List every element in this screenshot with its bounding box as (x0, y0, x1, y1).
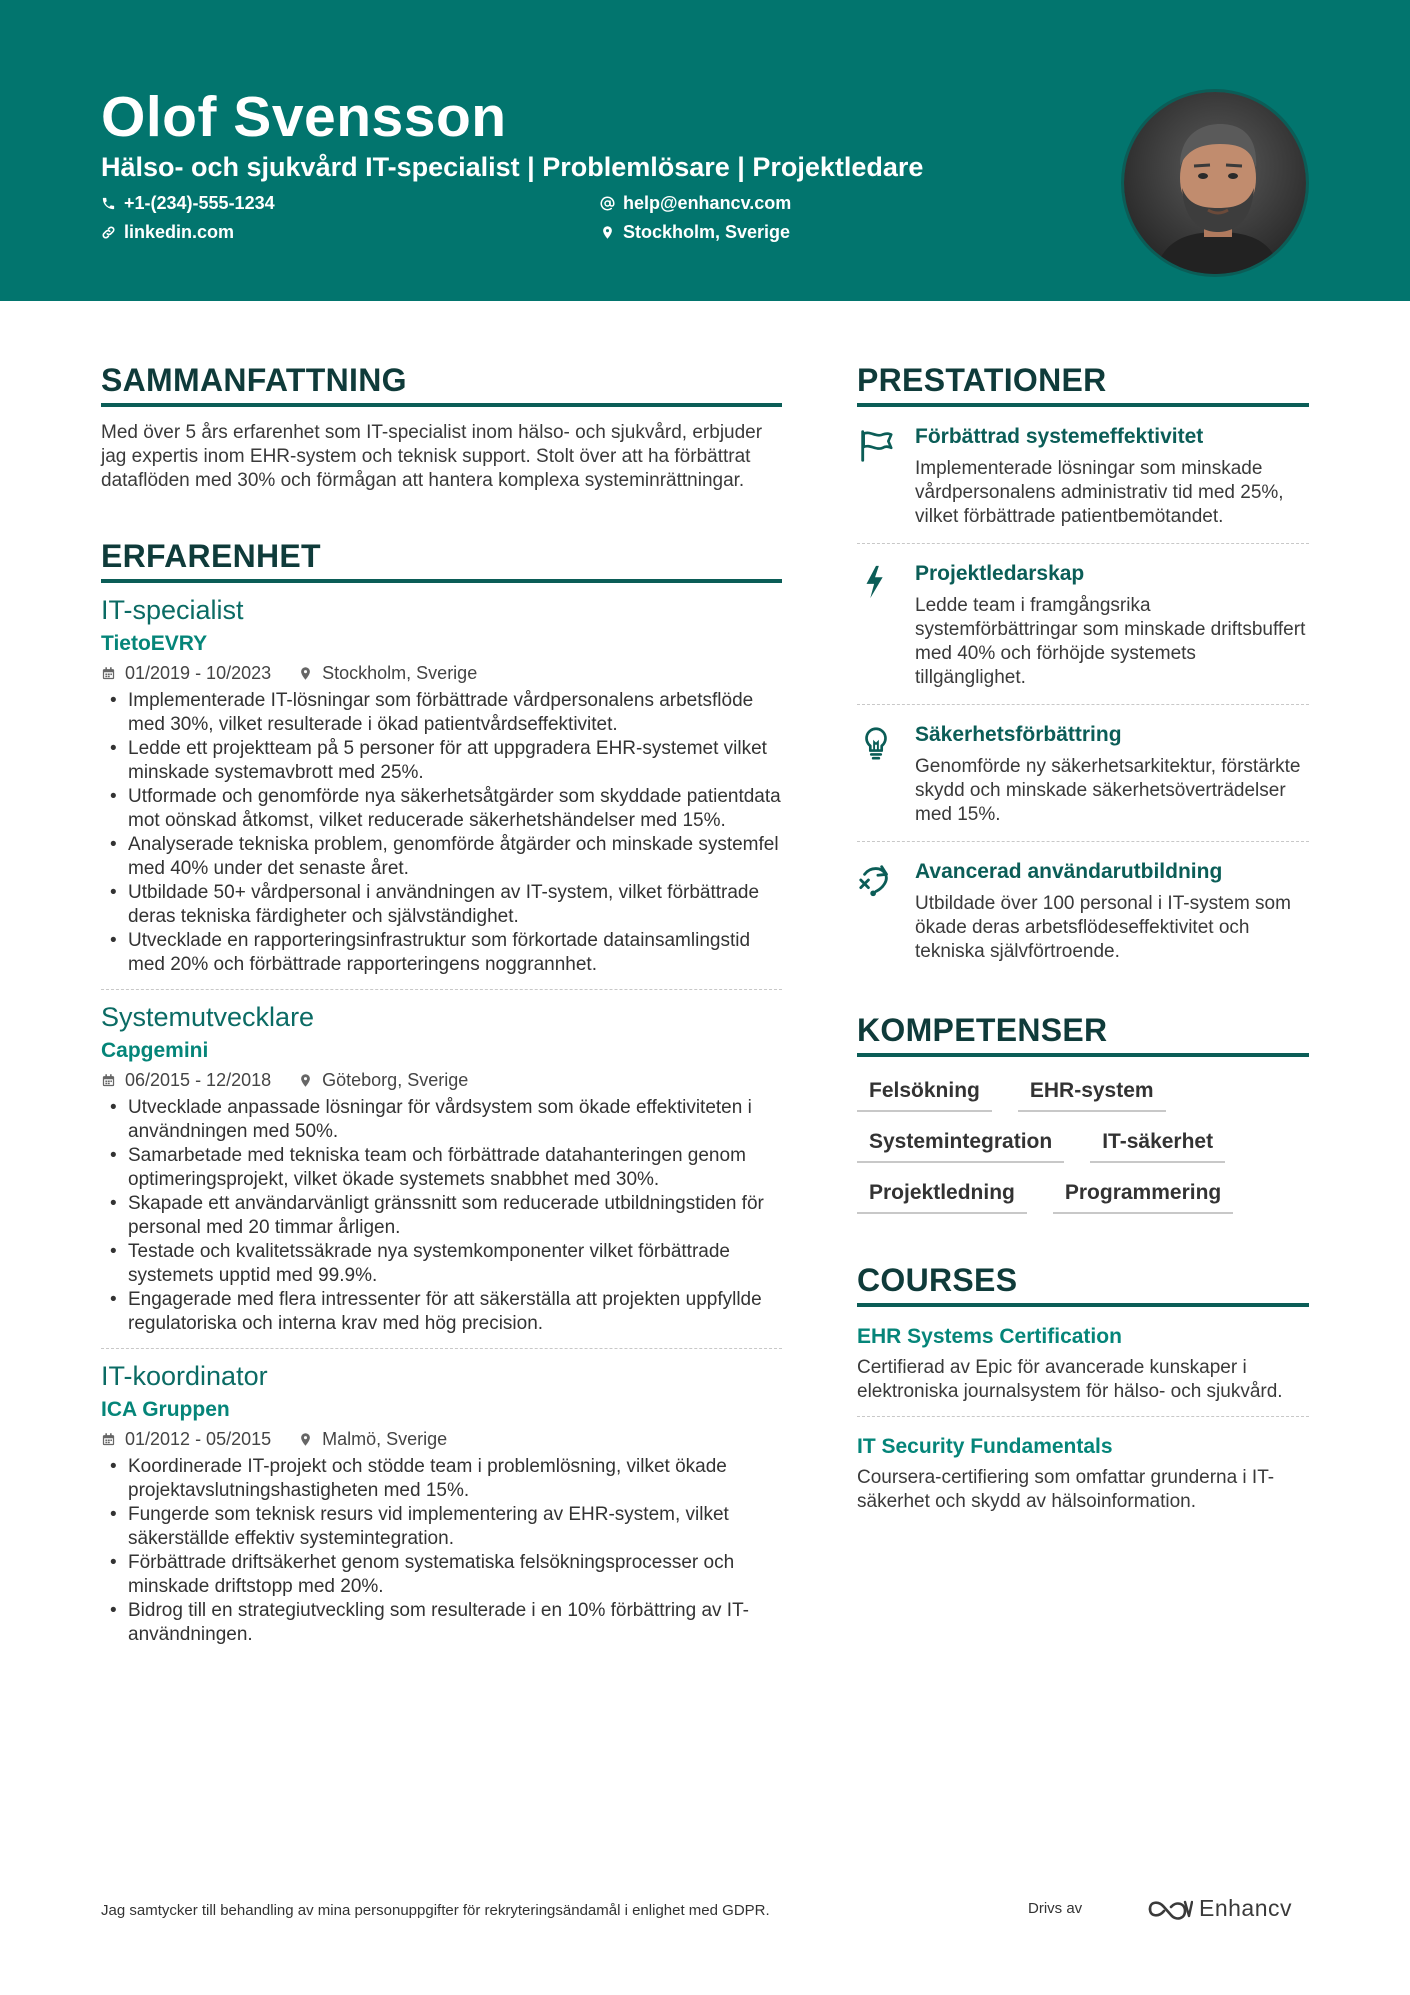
lightning-icon (857, 562, 915, 690)
summary-heading: SAMMANFATTNING (101, 362, 782, 407)
skill-tag: IT-säkerhet (1090, 1130, 1225, 1163)
contact-phone[interactable] (101, 193, 275, 214)
achievements-heading: PRESTATIONER (857, 362, 1309, 407)
job-bullets (101, 1096, 782, 1336)
job-bullet: • Engagerade med flera intressenter för att säkerställa att projekten uppfyllde regulatoriska och interna krav med hög precision. (101, 1288, 782, 1336)
skill-tag: EHR-system (1018, 1079, 1166, 1112)
flag-icon (857, 425, 915, 529)
lightbulb-icon (857, 723, 915, 827)
skills-heading: KOMPETENSER (857, 1012, 1309, 1057)
job-dates (101, 1070, 271, 1091)
candidate-subtitle: Hälso- och sjukvård IT-specialist | Problemlösare | Projektledare (101, 152, 924, 182)
course-title: IT Security Fundamentals (857, 1435, 1113, 1458)
job-meta (101, 663, 782, 684)
job-company: TietoEVRY (101, 632, 208, 655)
job-dates (101, 1429, 271, 1450)
right-column (857, 362, 1309, 1526)
gdpr-consent: Jag samtycker till behandling av mina personuppgifter för rekryteringsändamål i enlighet med GDPR. (101, 1902, 770, 1919)
calendar-icon (101, 1073, 116, 1088)
contact-linkedin[interactable] (101, 222, 234, 243)
location-pin-icon (600, 225, 615, 240)
job-bullet: • Bidrog till en strategiutveckling som resulterade i en 10% förbättring av IT-användningen. (101, 1599, 782, 1647)
job-bullet: • Samarbetade med tekniska team och förbättrade datahanteringen genom optimeringsprojekt, vilket ökade systemets snabbhet med 30%. (101, 1144, 782, 1192)
job-bullet: • Utbildade 50+ vårdpersonal i användningen av IT-system, vilket förbättrade deras tekniska färdigheter och självständighet. (101, 881, 782, 929)
location-pin-icon (298, 666, 313, 681)
job-bullet: • Utformade och genomförde nya säkerhetsåtgärder som skyddade patientdata mot oönskad åtkomst, vilket reducerade säkerhetshändelser med 15%. (101, 785, 782, 833)
enhancv-logo[interactable] (1147, 1895, 1292, 1922)
enhancv-logo-icon (1147, 1897, 1193, 1921)
job-location (298, 663, 477, 684)
course-text: Certifierad av Epic för avancerade kunskaper i elektroniska journalsystem för hälso- och sjukvård. (857, 1357, 1283, 1402)
job-bullet: • Utvecklade en rapporteringsinfrastruktur som förkortade datainsamlingstid med 20% och förbättrade rapporteringens noggrannhet. (101, 929, 782, 977)
course-title: EHR Systems Certification (857, 1325, 1122, 1348)
job-bullets (101, 1455, 782, 1647)
job-bullets (101, 689, 782, 977)
candidate-name: Olof Svensson (101, 85, 507, 149)
location-text: Stockholm, Sverige (623, 222, 791, 242)
job-location (298, 1429, 447, 1450)
location-pin-icon (298, 1073, 313, 1088)
linkedin-text: linkedin.com (124, 222, 235, 242)
skills-list (857, 1079, 1309, 1214)
achievement-item (857, 705, 1309, 842)
course-text: Coursera-certifiering som omfattar grunderna i IT-säkerhet och skydd av hälsoinformation. (857, 1467, 1275, 1512)
skill-tag: Felsökning (857, 1079, 992, 1112)
location-pin-icon (298, 1432, 313, 1447)
job-bullet: • Implementerade IT-lösningar som förbättrade vårdpersonalens arbetsflöde med 30%, vilket resulterade i ökad patientvårdseffektivitet. (101, 689, 782, 737)
job-title: IT-specialist (101, 595, 244, 625)
job-dates (101, 663, 271, 684)
job-location-text: Göteborg, Sverige (322, 1070, 469, 1090)
job-entry (101, 1349, 782, 1647)
achievement-item (857, 842, 1309, 978)
job-bullet: • Ledde ett projektteam på 5 personer för att uppgradera EHR-systemet vilket minskade systemavbrott med 25%. (101, 737, 782, 785)
job-location-text: Stockholm, Sverige (322, 663, 478, 683)
job-bullet: • Utvecklade anpassade lösningar för vårdsystem som ökade effektiviteten i användningen med 50%. (101, 1096, 782, 1144)
job-dates-text: 01/2019 - 10/2023 (125, 663, 272, 683)
skill-tag: Systemintegration (857, 1130, 1064, 1163)
job-title: Systemutvecklare (101, 1002, 315, 1032)
contact-email[interactable] (600, 193, 791, 214)
job-bullet: • Skapade ett användarvänligt gränssnitt som reducerade utbildningstiden för personal med 20 timmar årligen. (101, 1192, 782, 1240)
skill-tag: Programmering (1053, 1181, 1233, 1214)
phone-text: +1-(234)-555-1234 (124, 193, 275, 213)
job-bullet: • Analyserade tekniska problem, genomförde åtgärder och minskade systemfel med 40% under det senaste året. (101, 833, 782, 881)
job-company: ICA Gruppen (101, 1398, 230, 1421)
job-dates-text: 06/2015 - 12/2018 (125, 1070, 272, 1090)
job-dates-text: 01/2012 - 05/2015 (125, 1429, 272, 1449)
achievement-text: Ledde team i framgångsrika systemförbättringar som minskade driftsbuffert med 40% och förhöjde systemets tillgänglighet. (915, 595, 1306, 688)
job-location (298, 1070, 468, 1091)
achievement-title: Avancerad användarutbildning (915, 860, 1223, 883)
summary-section (101, 362, 782, 493)
link-icon (101, 225, 116, 240)
contact-location (600, 222, 790, 243)
powered-by-label: Drivs av (1028, 1900, 1083, 1917)
job-entry (101, 583, 782, 990)
job-entry (101, 990, 782, 1349)
profile-photo (1121, 89, 1309, 277)
achievement-item (857, 544, 1309, 705)
enhancv-brand-text: Enhancv (1199, 1895, 1293, 1921)
job-bullet: • Förbättrade driftsäkerhet genom systematiska felsökningsprocesser och minskade driftstopp med 20%. (101, 1551, 782, 1599)
summary-text: Med över 5 års erfarenhet som IT-specialist inom hälso- och sjukvård, erbjuder jag expertis inom EHR-system och teknisk support. Stolt över att ha förbättrat dataflöden med 30% och förmågan att hantera komplexa systeminrättningar. (101, 422, 763, 491)
achievement-text: Genomförde ny säkerhetsarkitektur, förstärkte skydd och minskade säkerhetsöverträdelser med 15%. (915, 756, 1301, 825)
achievement-text: Utbildade över 100 personal i IT-system som ökade deras arbetsflödeseffektivitet och tekniska självförtroende. (915, 893, 1291, 962)
courses-heading: COURSES (857, 1262, 1309, 1307)
experience-section (101, 538, 782, 1647)
left-column (101, 362, 782, 1647)
job-title: IT-koordinator (101, 1361, 268, 1391)
portrait-image (1124, 92, 1309, 277)
course-item (857, 1307, 1309, 1417)
achievement-item (857, 407, 1309, 544)
course-item (857, 1417, 1309, 1526)
achievement-title: Projektledarskap (915, 562, 1085, 585)
job-bullet: • Testade och kvalitetssäkrade nya systemkomponenter vilket förbättrade systemets upptid med 99.9%. (101, 1240, 782, 1288)
calendar-icon (101, 666, 116, 681)
phone-icon (101, 196, 116, 211)
job-company: Capgemini (101, 1039, 209, 1062)
strategy-icon (857, 860, 915, 964)
skill-tag: Projektledning (857, 1181, 1027, 1214)
experience-heading: ERFARENHET (101, 538, 782, 583)
skills-section (857, 1012, 1309, 1214)
header (0, 0, 1410, 301)
at-icon (600, 196, 615, 211)
job-bullet: • Koordinerade IT-projekt och stödde team i problemlösning, vilket ökade projektavslutningshastigheten med 15%. (101, 1455, 782, 1503)
achievement-title: Säkerhetsförbättring (915, 723, 1122, 746)
courses-section (857, 1262, 1309, 1526)
job-meta (101, 1429, 782, 1450)
job-bullet: • Fungerde som teknisk resurs vid implementering av EHR-system, vilket säkerställde effektiv systemintegration. (101, 1503, 782, 1551)
job-meta (101, 1070, 782, 1091)
email-text: help@enhancv.com (623, 193, 792, 213)
achievements-section (857, 362, 1309, 978)
achievement-title: Förbättrad systemeffektivitet (915, 425, 1204, 448)
job-location-text: Malmö, Sverige (322, 1429, 448, 1449)
calendar-icon (101, 1432, 116, 1447)
achievement-text: Implementerade lösningar som minskade vårdpersonalens administrativ tid med 25%, vilket förbättrade patientbemötandet. (915, 458, 1284, 527)
